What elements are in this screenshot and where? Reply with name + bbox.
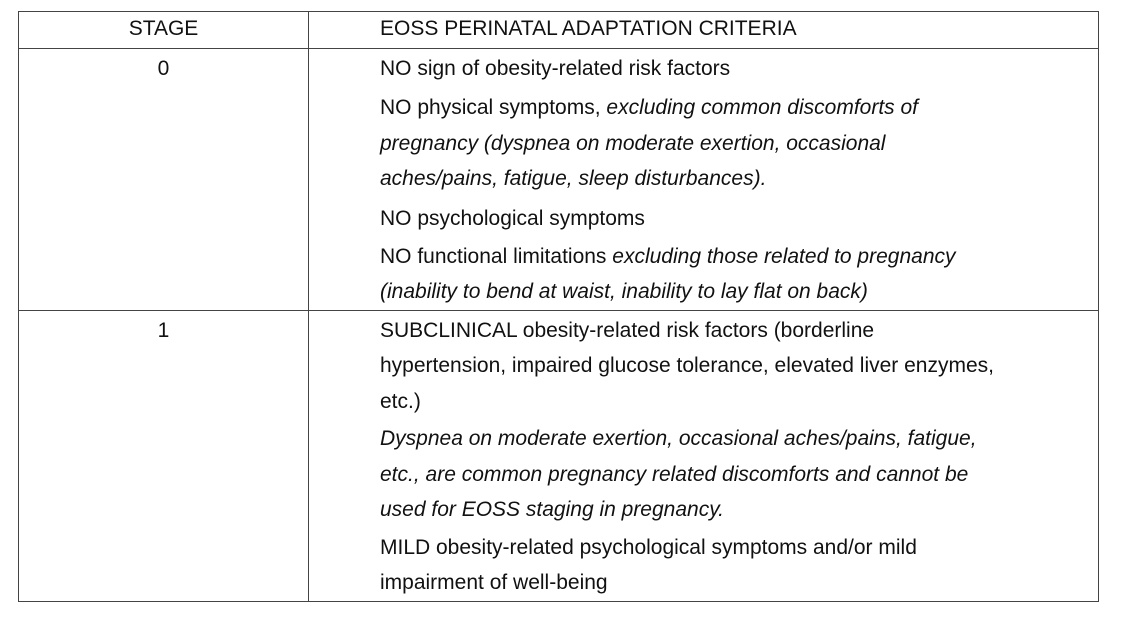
criteria-column-header: EOSS PERINATAL ADAPTATION CRITERIA — [380, 17, 797, 40]
criteria-italic-text: excluding common discomforts of pregnancy (dyspnea on moderate exertion, occasional aches/pains, fatigue, sleep disturbances). — [380, 96, 919, 190]
criteria-text: NO psychological symptoms — [380, 206, 645, 230]
stage-column-header: STAGE — [19, 12, 309, 48]
criteria-text: NO physical symptoms, — [380, 96, 607, 119]
criteria-cell — [309, 311, 1098, 601]
criteria-item — [380, 239, 1000, 310]
criteria-italic-text: Dyspnea on moderate exertion, occasional aches/pains, fatigue, etc., are common pregnancy related discomforts and cannot be used for EOSS staging in pregnancy. — [380, 427, 977, 521]
criteria-italic-text: excluding those related to pregnancy (inability to bend at waist, inability to lay flat on back) — [380, 244, 956, 303]
criteria-item — [380, 421, 1000, 528]
criteria-text: NO sign of obesity-related risk factors — [380, 57, 731, 80]
criteria-cell — [309, 49, 1098, 310]
stage-cell — [19, 311, 309, 601]
eoss-criteria-table — [18, 11, 1099, 602]
criteria-text: NO functional limitations — [380, 244, 613, 268]
criteria-item — [380, 207, 1000, 231]
criteria-text: MILD obesity-related psychological symptoms and/or mild impairment of well-being — [380, 535, 917, 594]
table-header-row — [19, 12, 1098, 48]
criteria-text: SUBCLINICAL obesity-related risk factors (borderline hypertension, impaired glucose tolerance, elevated liver enzymes, etc.) — [380, 318, 994, 413]
criteria-item — [380, 530, 1000, 601]
table-row — [19, 310, 1098, 601]
criteria-item — [380, 313, 1000, 420]
table-row — [19, 48, 1098, 310]
criteria-item — [380, 90, 1000, 197]
stage-value: 0 — [157, 57, 170, 80]
stage-cell — [19, 49, 309, 310]
stage-value: 1 — [157, 318, 170, 342]
criteria-item — [380, 57, 1000, 81]
